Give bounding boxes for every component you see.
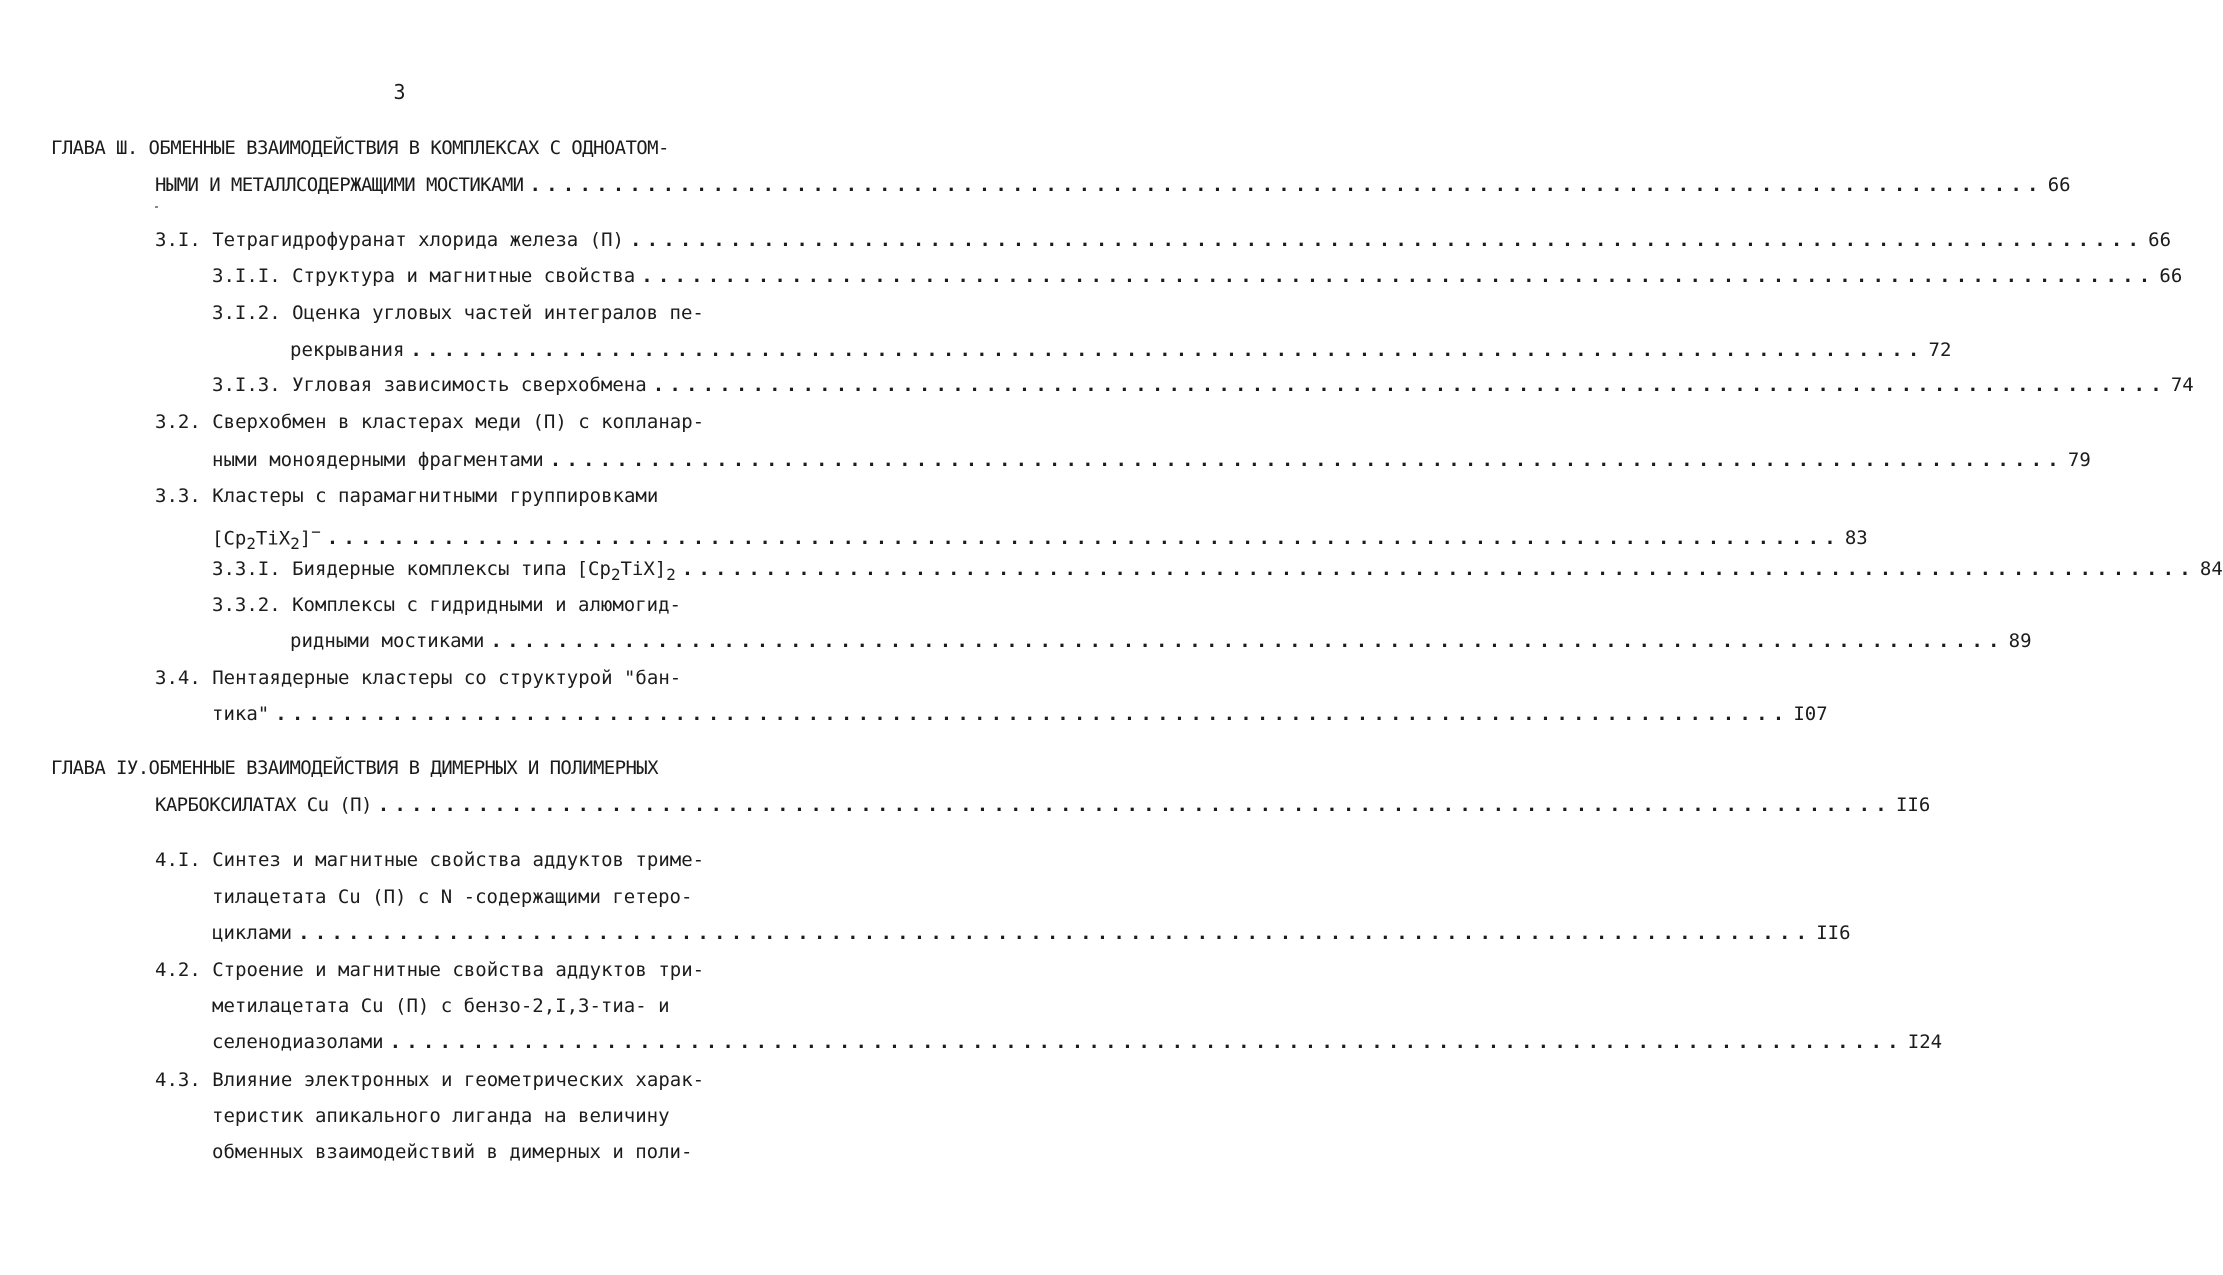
page-ref: 89: [2008, 630, 2032, 652]
toc-chapter-3-title: ГЛАВА Ш. ОБМЕННЫЕ ВЗАИМОДЕЙСТВИЯ В КОМПЛЕКСАХ С ОДНОАТОМ-: [51, 137, 669, 159]
dot-leader: ...........................................................................................: [549, 449, 2064, 471]
page-ref: I07: [1793, 703, 1828, 725]
page-ref: 66: [2159, 265, 2183, 287]
dot-leader: ...........................................................................................: [377, 794, 1892, 816]
dot-leader: ...........................................................................................: [529, 174, 2044, 196]
toc-chapter-3-entry: НЫМИ И МЕТАЛЛСОДЕРЖАЩИМИ МОСТИКАМИ ........................................................................................... 66: [0, 167, 799, 203]
dot-leader: ...........................................................................................: [490, 630, 2005, 652]
toc-section-3-1-3: 3.I.3. Угловая зависимость сверхобмена ........................................................................................... 74: [0, 367, 799, 403]
toc-chapter-4-entry: КАРБОКСИЛАТАХ Cu (П) ........................................................................................... II6: [0, 787, 799, 823]
toc-section-3-3-entry: [0, 514, 1868, 554]
dot-leader: ...........................................................................................: [641, 265, 2156, 287]
dot-leader: ...........................................................................................: [326, 527, 1841, 550]
toc-section-4-2-entry: селенодиазолами ........................................................................................... I24: [0, 1024, 799, 1060]
dot-leader: ...........................................................................................: [389, 1031, 1904, 1053]
dot-leader: ...........................................................................................: [652, 374, 2167, 396]
toc-section-4-1-line1: 4.I. Синтез и магнитные свойства аддуктов триме-: [155, 849, 705, 871]
toc-section-3-3-2-line1: 3.3.2. Комплексы с гидридными и алюмогид-: [212, 594, 681, 616]
dot-leader: ...........................................................................................: [630, 229, 2145, 251]
page-ref: II6: [1816, 922, 1851, 944]
toc-section-4-2-line2: метилацетата Cu (П) с бензо-2,I,3-тиа- и: [212, 995, 670, 1017]
toc-section-4-3-line3: обменных взаимодействий в димерных и поли-: [212, 1141, 693, 1163]
page-ref: 83: [1844, 527, 1868, 550]
page-ref: 79: [2067, 449, 2091, 471]
toc-section-3-2-entry: ными моноядерными фрагментами ........................................................................................... 79: [0, 442, 799, 478]
formula: $[Cp_2TiX]_2$: [576, 558, 676, 584]
toc-section-3-3-line1: 3.3. Кластеры с парамагнитными группировками: [155, 485, 659, 507]
toc-section-3-2-line1: 3.2. Сверхобмен в кластерах меди (П) с копланар-: [155, 411, 705, 433]
toc-section-3-1-2-line1: 3.I.2. Оценка угловых частей интегралов пе-: [212, 302, 704, 324]
page-ref: I24: [1907, 1031, 1943, 1053]
toc-section-3-1: 3.I. Тетрагидрофуранат хлорида железа (П) ........................................................................................... 66: [0, 222, 799, 258]
page-number: 3: [393, 80, 406, 104]
toc-section-4-2-line1: 4.2. Строение и магнитные свойства аддуктов три-: [155, 959, 705, 981]
dot-leader: ...........................................................................................: [681, 558, 2196, 580]
toc-chapter-4-title: ГЛАВА IУ.ОБМЕННЫЕ ВЗАИМОДЕЙСТВИЯ В ДИМЕРНЫХ И ПОЛИМЕРНЫХ: [51, 757, 658, 779]
toc-section-4-3-line2: теристик апикального лиганда на величину: [212, 1105, 670, 1127]
page-ref: 74: [2170, 374, 2194, 396]
dot-leader: ...........................................................................................: [298, 922, 1813, 944]
page-ref: II6: [1895, 794, 1931, 816]
dot-leader: ...........................................................................................: [275, 703, 1790, 725]
toc-section-4-1-entry: циклами ........................................................................................... II6: [0, 915, 799, 951]
toc-section-3-4-line1: 3.4. Пентаядерные кластеры со структурой "бан-: [155, 667, 682, 689]
scan-speck: [155, 206, 158, 208]
toc-section-4-1-line2: тилацетата Cu (П) с N -содержащими гетеро-: [212, 886, 693, 908]
page-ref: 66: [2047, 174, 2071, 196]
formula: $[Cp_2TiX_2]^-$: [212, 522, 321, 554]
toc-section-3-3-1: 3.3.I. Биядерные комплексы типа $[Cp_2TiX]_2$ ........................................................................................... 84: [0, 551, 799, 587]
toc-section-4-3-line1: 4.3. Влияние электронных и геометрических харак-: [155, 1069, 705, 1091]
toc-section-3-1-2-entry: рекрывания ........................................................................................... 72: [0, 332, 799, 368]
toc-section-3-3-2-entry: ридными мостиками ........................................................................................... 89: [0, 623, 799, 659]
page-ref: 84: [2199, 558, 2223, 580]
page-ref: 72: [1928, 339, 1952, 361]
page-ref: 66: [2148, 229, 2172, 251]
toc-section-3-4-entry: тика" ........................................................................................... I07: [0, 696, 799, 732]
dot-leader: ...........................................................................................: [410, 339, 1925, 361]
toc-section-3-1-1: 3.I.I. Структура и магнитные свойства ........................................................................................... 66: [0, 258, 799, 294]
